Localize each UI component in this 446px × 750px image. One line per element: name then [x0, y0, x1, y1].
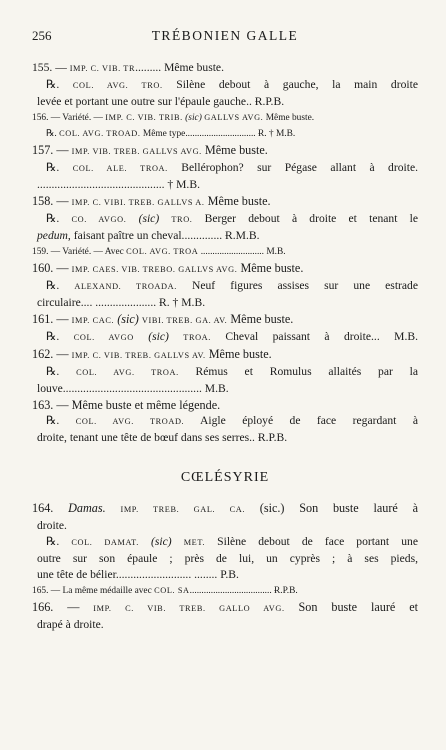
sic-note: (sic) — [138, 535, 184, 548]
legend: VIBI. TREB. GA. AV. — [141, 316, 228, 325]
entry-number: 158. — — [32, 194, 72, 208]
description: drapé à droite. — [37, 618, 104, 631]
description: ......... Même buste. — [135, 61, 224, 74]
entry-165 — [32, 583, 418, 599]
description: ............................................ † M.B. — [37, 178, 200, 191]
description: louve................................................ M.B. — [37, 382, 229, 395]
reverse-mark: ℞. — [46, 279, 75, 292]
entry-161 — [32, 311, 418, 329]
entry-156 — [32, 110, 418, 126]
sic-note: (sic) — [182, 113, 205, 123]
page — [32, 28, 418, 633]
entry-158-reverse — [32, 211, 418, 228]
description: levée et portant une outre sur l'épaule gauche.. Ɍ.P.B. — [37, 95, 285, 108]
legend: CO. AVGO. — [71, 215, 127, 224]
city-name: Damas. — [68, 501, 106, 515]
entry-number: 160. — — [32, 261, 72, 275]
entry-158-reverse-cont — [32, 228, 418, 244]
description: circulaire.... ..................... Ɍ. † M.B. — [37, 296, 206, 309]
entry-number: 166. — — [32, 600, 94, 614]
legend: TRO. — [171, 215, 193, 224]
legend: IMP. C. VIB. TREB. GALLVS AV. — [71, 351, 206, 360]
description: Silène debout de face portant une — [205, 535, 418, 548]
reverse-mark: ℞. — [46, 330, 74, 343]
entry-156-reverse — [32, 126, 418, 142]
sic-note: (sic) — [114, 312, 142, 326]
entry-number: 156. — Variété. — — [32, 113, 106, 123]
description: Cheval paissant à droite... M.B. — [210, 330, 418, 343]
description: Même buste. — [201, 143, 268, 157]
reverse-mark: ℞. — [46, 212, 72, 225]
description: Son buste lauré et — [284, 600, 418, 614]
description: Même buste. — [263, 113, 315, 123]
entry-161-reverse — [32, 329, 418, 346]
description: une tête de bélier.......................... ........ P.B. — [37, 568, 239, 581]
entry-164 — [32, 500, 418, 518]
legend: GALLVS AVG. — [204, 113, 264, 122]
legend: IMP. VIB. TREB. GALLVS AVG. — [71, 147, 202, 156]
entry-162-reverse-cont — [32, 381, 418, 397]
entry-number: 161. — — [32, 312, 72, 326]
spacer — [106, 501, 121, 515]
entry-162 — [32, 346, 418, 364]
entry-155-reverse — [32, 77, 418, 94]
entry-160-reverse — [32, 278, 418, 295]
entry-163-reverse — [32, 413, 418, 430]
description: Même type.............................. Ɍ. † M.B. — [140, 129, 296, 139]
entry-number: 163. — Même buste et même légende. — [32, 398, 221, 412]
reverse-mark: ℞. — [46, 535, 72, 548]
description: outre sur son épaule ; près de lui, un cyprès ; à ses pieds, — [37, 552, 418, 565]
entry-number: 164. — [32, 501, 69, 515]
entry-164-reverse-cont — [32, 551, 418, 567]
entry-160-reverse-cont — [32, 295, 418, 311]
section-title: CŒLÉSYRIE — [180, 470, 270, 485]
reverse-mark: ℞. — [46, 78, 73, 91]
legend: IMP. C. VIBI. TREB. GALLVS A. — [71, 198, 205, 207]
entry-164-cont — [32, 518, 418, 534]
reverse-mark: ℞. — [46, 365, 77, 378]
description: , faisant paître un cheval.............. Ɍ.M.B. — [67, 229, 260, 242]
legend: COL. DAMAT. — [71, 538, 139, 547]
description: Rémus et Romulus allaités par la — [178, 365, 418, 378]
entry-159 — [32, 244, 418, 260]
entry-157-reverse — [32, 160, 418, 177]
entry-155 — [32, 60, 418, 77]
entry-number: 157. — — [32, 143, 72, 157]
entry-163 — [32, 397, 418, 413]
entry-number: 159. — Variété. — Avec — [32, 247, 127, 257]
legend: TROA. — [183, 333, 211, 342]
description: Même buste. — [227, 312, 294, 326]
entry-166 — [32, 599, 418, 617]
entry-number: 155. — — [32, 61, 70, 74]
description: Même buste. — [204, 194, 271, 208]
legend: COL. AVG. TROAD. — [59, 129, 141, 138]
sic-note: (sic) — [126, 212, 172, 225]
description: (sic.) Son buste lauré à — [245, 501, 418, 515]
legend: IMP. C. VIB. TREB. GALLO AVG. — [93, 604, 285, 613]
description: Neuf figures assises sur une estrade — [176, 279, 418, 292]
description: Silène debout à gauche, la main droite — [162, 78, 418, 91]
legend: ALEXAND. TROADA. — [74, 282, 177, 291]
legend: COL. ALE. TROA. — [72, 164, 168, 173]
legend: COL. AVGO — [73, 333, 134, 342]
legend: IMP. C. VIB. TR — [69, 64, 136, 73]
description: ................................... Ɍ.P.B. — [189, 586, 298, 596]
description: droite, tenant une tête de bœuf dans ses serres.. Ɍ.P.B. — [37, 431, 288, 444]
entry-157 — [32, 142, 418, 160]
running-title: TRÉBONIEN GALLE — [151, 28, 299, 43]
description: ........................... M.B. — [198, 247, 286, 257]
entry-number: 165. — La même médaille avec — [32, 586, 155, 596]
entry-158 — [32, 193, 418, 211]
description: Même buste. — [237, 261, 304, 275]
legend: IMP. C. VIB. TRIB. — [105, 113, 183, 122]
description: Berger debout à droite et tenant le — [192, 212, 418, 225]
description: Bellérophon? sur Pégase allant à droite. — [167, 161, 418, 174]
entry-164-reverse — [32, 534, 418, 551]
reverse-mark: ℞. — [46, 414, 76, 427]
italic-term: pedum — [37, 229, 68, 242]
legend: IMP. CAC. — [71, 316, 115, 325]
legend: COL. AVG. TRO. — [72, 81, 163, 90]
legend: MET. — [183, 538, 206, 547]
entry-162-reverse — [32, 364, 418, 381]
legend: COL. AVG. TROA. — [76, 368, 179, 377]
legend: IMP. TREB. GAL. CA. — [120, 505, 245, 514]
entry-166-cont — [32, 617, 418, 633]
description: Aigle éployé de face regardant à — [184, 414, 418, 427]
entry-164-reverse-cont-2 — [32, 567, 418, 583]
entry-160 — [32, 260, 418, 278]
legend: IMP. CAES. VIB. TREBO. GALLVS AVG. — [71, 265, 238, 274]
legend: COL. AVG. TROA — [126, 247, 199, 256]
description: droite. — [37, 519, 67, 532]
entry-157-reverse-cont — [32, 177, 418, 193]
description: Même buste. — [205, 347, 272, 361]
reverse-mark: ℞. — [46, 129, 60, 139]
sic-note: (sic) — [133, 330, 184, 343]
legend: COL. AVG. TROAD. — [75, 417, 185, 426]
entry-number: 162. — — [32, 347, 72, 361]
reverse-mark: ℞. — [46, 161, 73, 174]
page-header — [32, 28, 418, 50]
entry-163-reverse-cont — [32, 430, 418, 446]
page-number: 256 — [32, 28, 52, 43]
entry-155-reverse-cont — [32, 94, 418, 110]
legend: COL. SA — [154, 586, 190, 595]
